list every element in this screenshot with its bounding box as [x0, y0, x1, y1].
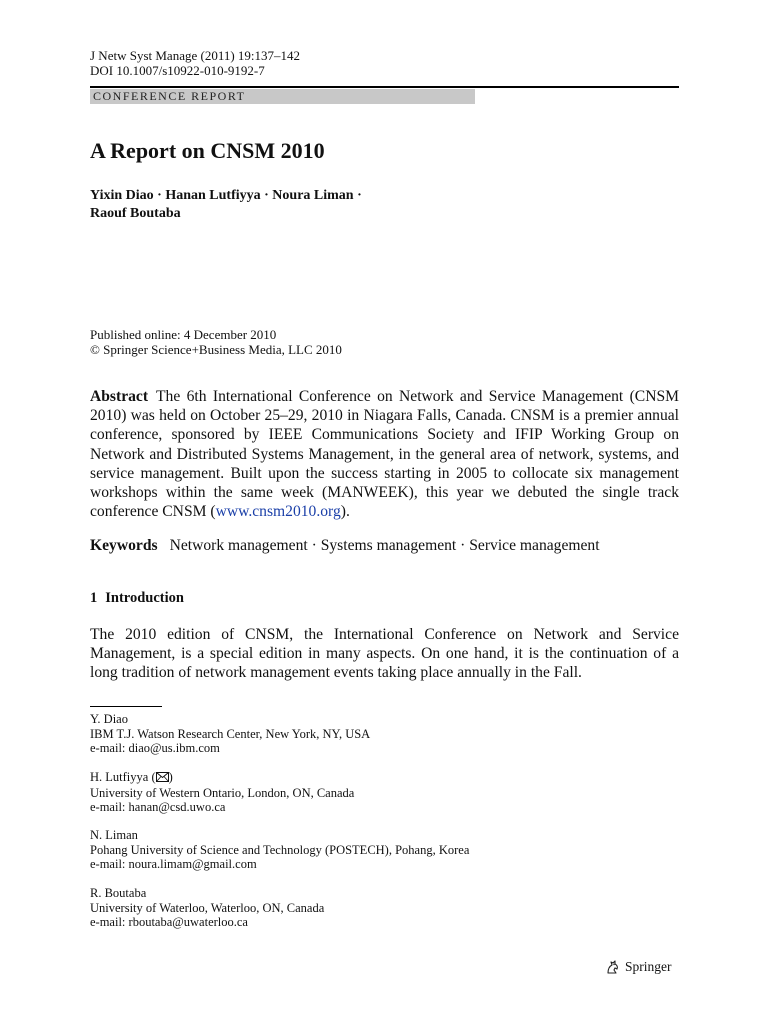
springer-horse-icon	[605, 959, 621, 975]
published-date: Published online: 4 December 2010	[90, 327, 277, 342]
affiliation-org: University of Western Ontario, London, ON, Canada	[90, 785, 355, 800]
affiliation-email: e-mail: noura.limam@gmail.com	[90, 857, 257, 871]
publisher-name: Springer	[625, 959, 672, 974]
keywords	[90, 536, 690, 555]
abstract	[90, 387, 679, 521]
conference-website-link[interactable]: www.cnsm2010.org	[215, 503, 341, 521]
affiliation-name: H. Lutfiyya	[90, 770, 149, 784]
doi: DOI 10.1007/s10922-010-9192-7	[90, 63, 265, 78]
affiliation-lutfiyya	[90, 770, 650, 815]
journal-citation: J Netw Syst Manage (2011) 19:137–142	[90, 48, 301, 63]
affiliation-email: e-mail: rboutaba@uwaterloo.ca	[90, 915, 248, 929]
author-list	[90, 187, 530, 223]
paper-title: A Report on CNSM 2010	[90, 138, 325, 163]
affiliation-org: Pohang University of Science and Technology (POSTECH), Pohang, Korea	[90, 842, 470, 857]
section-title: Introduction	[105, 590, 184, 606]
article-type-banner	[90, 89, 475, 104]
header-rule	[90, 86, 679, 88]
section-number: 1	[90, 590, 98, 606]
abstract-end: ).	[340, 503, 350, 521]
copyright: © Springer Science+Business Media, LLC 2010	[90, 342, 342, 357]
affiliation-name: R. Boutaba	[90, 886, 147, 900]
affiliation-liman	[90, 828, 650, 872]
authors-line-2: Raouf Boutaba	[90, 206, 181, 221]
affiliation-org: University of Waterloo, Waterloo, ON, Canada	[90, 900, 325, 915]
article-type: CONFERENCE REPORT	[93, 89, 246, 103]
keywords-label: Keywords	[90, 537, 158, 554]
abstract-label: Abstract	[90, 388, 149, 405]
affiliation-name: N. Liman	[90, 828, 138, 842]
section-paragraph: The 2010 edition of CNSM, the International Conference on Network and Service Management, is a special edition in many aspects. On one hand, it is the continuation of a long tradition of network management events taking place annually in the Fall.	[90, 626, 679, 682]
affiliation-name: Y. Diao	[90, 712, 128, 726]
abstract-text: The 6th International Conference on Network and Service Management (CNSM 2010) was held on October 25–29, 2010 in Niagara Falls, Canada. CNSM is a premier annual conference, sponsored by IEEE Communications Society and IFIP Working Group on Network and Distributed Systems Management, in the general area of network, systems, and service management. Built upon the success starting in 2005 to collocate six management workshops within the same week (MANWEEK), this year we debuted the single track conference CNSM (	[90, 388, 679, 521]
affiliation-email: e-mail: hanan@csd.uwo.ca	[90, 800, 226, 814]
affiliation-boutaba	[90, 886, 650, 930]
section-heading	[90, 589, 184, 607]
publication-info	[90, 327, 342, 357]
affiliation-name-row: H. Lutfiyya ( )	[90, 770, 173, 784]
authors-line-1: Yixin Diao · Hanan Lutfiyya · Noura Liman ·	[90, 188, 362, 203]
affiliation-org: IBM T.J. Watson Research Center, New York, NY, USA	[90, 726, 371, 741]
affiliation-email: e-mail: diao@us.ibm.com	[90, 741, 220, 755]
keywords-text: Network management · Systems management · Service management	[169, 537, 600, 554]
journal-header	[90, 48, 300, 78]
publisher-logo	[605, 958, 672, 976]
affiliation-diao	[90, 712, 650, 756]
envelope-icon	[156, 771, 169, 786]
footnote-rule	[90, 706, 162, 707]
